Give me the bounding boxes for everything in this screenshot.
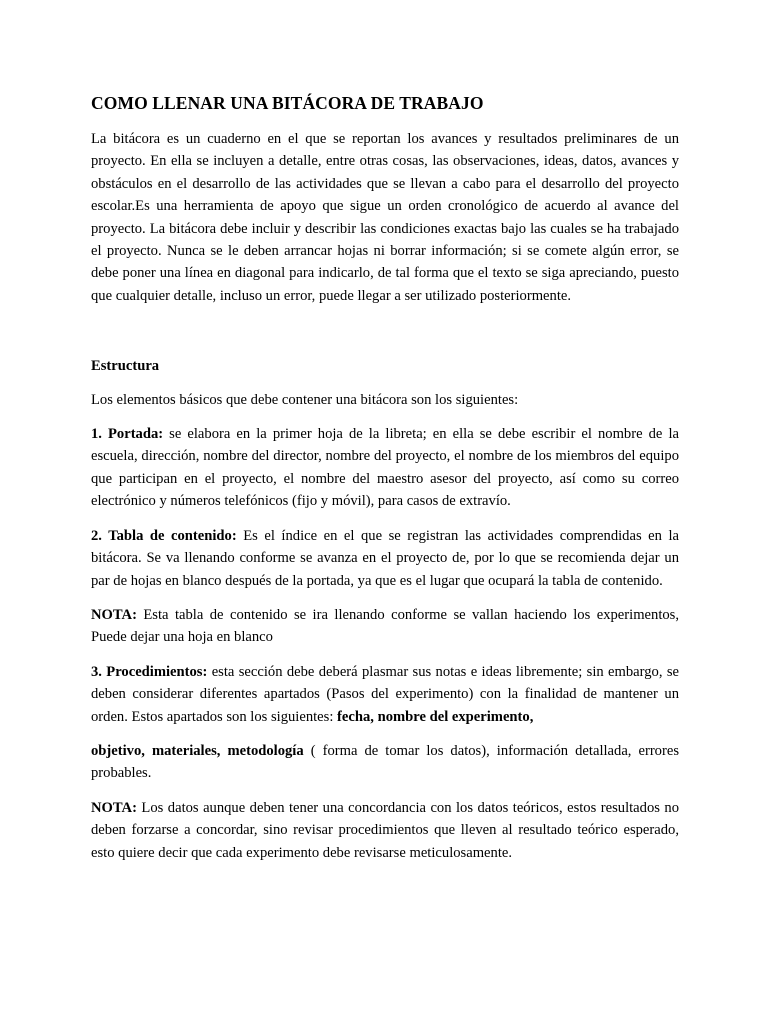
nota1-paragraph xyxy=(91,604,679,649)
tabla-paragraph xyxy=(91,525,679,592)
procedimientos-bold-tail: fecha, nombre del experimento, xyxy=(337,708,534,725)
continuacion-bold-lead: objetivo, materiales, metodología xyxy=(91,742,304,759)
portada-label: 1. Portada: xyxy=(91,426,164,443)
portada-paragraph xyxy=(91,423,679,513)
section-heading: Estructura xyxy=(91,358,160,375)
procedimientos-text: esta sección debe deberá plasmar sus notas e ideas libremente; sin embargo, se deben considerar diferentes apartados (Pasos del experimento) con la finalidad de mantener un orden. Estos apartados son los siguientes: xyxy=(91,663,679,725)
nota2-paragraph xyxy=(91,797,679,864)
nota2-label: NOTA: xyxy=(91,799,137,816)
document-page xyxy=(91,92,679,876)
procedimientos-label: 3. Procedimientos: xyxy=(91,663,208,680)
tabla-label: 2. Tabla de contenido: xyxy=(91,527,237,544)
tabla-text: Es el índice en el que se registran las actividades comprendidas en la bitácora. Se va llenando conforme se avanza en el proyecto de, por lo que se recomienda dejar un par de hojas en blanco después de la portada, ya que es el lugar que ocupará la tabla de contenido. xyxy=(91,527,679,589)
nota1-text: Esta tabla de contenido se ira llenando conforme se vallan haciendo los experimentos, Puede dejar una hoja en blanco xyxy=(91,606,679,646)
nota2-text: Los datos aunque deben tener una concordancia con los datos teóricos, estos resultados no deben forzarse a concordar, sino revisar procedimientos que lleven al resultado teórico esperado, esto quiere decir que cada experimento debe revisarse meticulosamente. xyxy=(91,799,679,861)
continuacion-paragraph xyxy=(91,740,679,785)
nota1-label: NOTA: xyxy=(91,606,137,623)
section-intro: Los elementos básicos que debe contener una bitácora son los siguientes: xyxy=(91,391,519,408)
intro-paragraph: La bitácora es un cuaderno en el que se reportan los avances y resultados preliminares de un proyecto. En ella se incluyen a detalle, entre otras cosas, las observaciones, ideas, datos, avances y obstáculos en el desarrollo de las actividades que se llevan a cabo para el desarrollo del proyecto escolar.Es una herramienta de apoyo que sigue un orden cronológico de acuerdo al avance del proyecto. La bitácora debe incluir y describir las condiciones exactas bajo las cuales se ha trabajado el proyecto. Nunca se le deben arrancar hojas ni borrar información; si se comete algún error, se debe poner una línea en diagonal para indicarlo, de tal forma que el texto se siga apreciando, puesto que cualquier detalle, incluso un error, puede llegar a ser utilizado posteriormente. xyxy=(91,131,679,304)
continuacion-text: ( forma de tomar los datos), información detallada, errores probables. xyxy=(91,742,679,782)
document-title: COMO LLENAR UNA BITÁCORA DE TRABAJO xyxy=(91,93,484,113)
portada-text: se elabora en la primer hoja de la libreta; en ella se debe escribir el nombre de la escuela, dirección, nombre del director, nombre del proyecto, el nombre de los miembros del equipo que participan en el proyecto, el nombre del maestro asesor del proyecto, así como su correo electrónico y números telefónicos (fijo y móvil), para casos de extravío. xyxy=(91,426,679,510)
procedimientos-paragraph xyxy=(91,661,679,728)
